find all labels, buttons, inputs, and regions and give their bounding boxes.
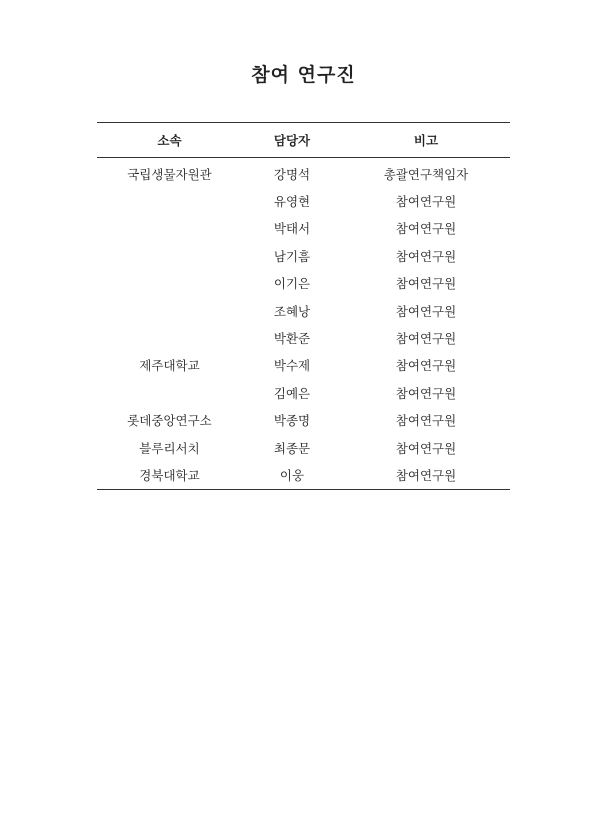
cell-affiliation: 국립생물자원관: [127, 166, 212, 182]
cell-note: 참여연구원: [395, 276, 457, 292]
cell-person: 남기흠: [273, 248, 311, 264]
table-row: [97, 461, 510, 489]
header-affiliation: 소속: [157, 133, 182, 148]
cell-note: 참여연구원: [395, 221, 457, 237]
cell-note: 참여연구원: [395, 413, 457, 429]
cell-note: 참여연구원: [395, 303, 457, 319]
cell-note: 참여연구원: [395, 440, 457, 456]
cell-affiliation: 제주대학교: [139, 358, 200, 374]
table-row: [97, 352, 510, 379]
cell-affiliation: [97, 270, 242, 297]
cell-affiliation: [97, 324, 242, 351]
page-title: 참여 연구진: [251, 64, 356, 86]
cell-note: 참여연구원: [395, 194, 457, 210]
cell-affiliation: [97, 379, 242, 406]
cell-note: 참여연구원: [395, 467, 457, 483]
table-row: [97, 324, 510, 351]
header-person: 담당자: [273, 133, 311, 148]
cell-person: 박수제: [273, 358, 311, 374]
cell-person: 박태서: [273, 221, 311, 237]
cell-person: 김예은: [273, 385, 311, 401]
table-row: [97, 379, 510, 406]
cell-person: 조혜낭: [273, 303, 311, 319]
research-staff-table: [97, 122, 510, 490]
cell-affiliation: [97, 187, 242, 214]
table-row: [97, 270, 510, 297]
table-row: [97, 407, 510, 434]
cell-affiliation: [97, 215, 242, 242]
cell-person: 강명석: [273, 166, 311, 182]
cell-affiliation: 롯데중앙연구소: [127, 413, 212, 429]
table-row: [97, 215, 510, 242]
header-note: 비고: [413, 133, 439, 148]
cell-affiliation: 블루리서치: [139, 440, 200, 456]
cell-person: 이기은: [273, 276, 311, 292]
table-row: [97, 158, 510, 188]
cell-person: 최종문: [273, 440, 311, 456]
cell-affiliation: [97, 297, 242, 324]
cell-person: 박환준: [273, 331, 311, 347]
cell-person: 이웅: [279, 467, 305, 483]
cell-note: 참여연구원: [395, 385, 457, 401]
table-row: [97, 297, 510, 324]
table-header-row: [97, 123, 510, 158]
cell-note: 참여연구원: [395, 358, 457, 374]
table-row: [97, 187, 510, 214]
cell-affiliation: 경북대학교: [139, 467, 200, 483]
cell-note: 참여연구원: [395, 331, 457, 347]
cell-affiliation: [97, 242, 242, 269]
cell-person: 박종명: [273, 413, 311, 429]
table-row: [97, 242, 510, 269]
cell-note: 총괄연구책임자: [383, 166, 469, 182]
table-row: [97, 434, 510, 461]
cell-note: 참여연구원: [395, 248, 457, 264]
cell-person: 유영현: [273, 194, 311, 210]
